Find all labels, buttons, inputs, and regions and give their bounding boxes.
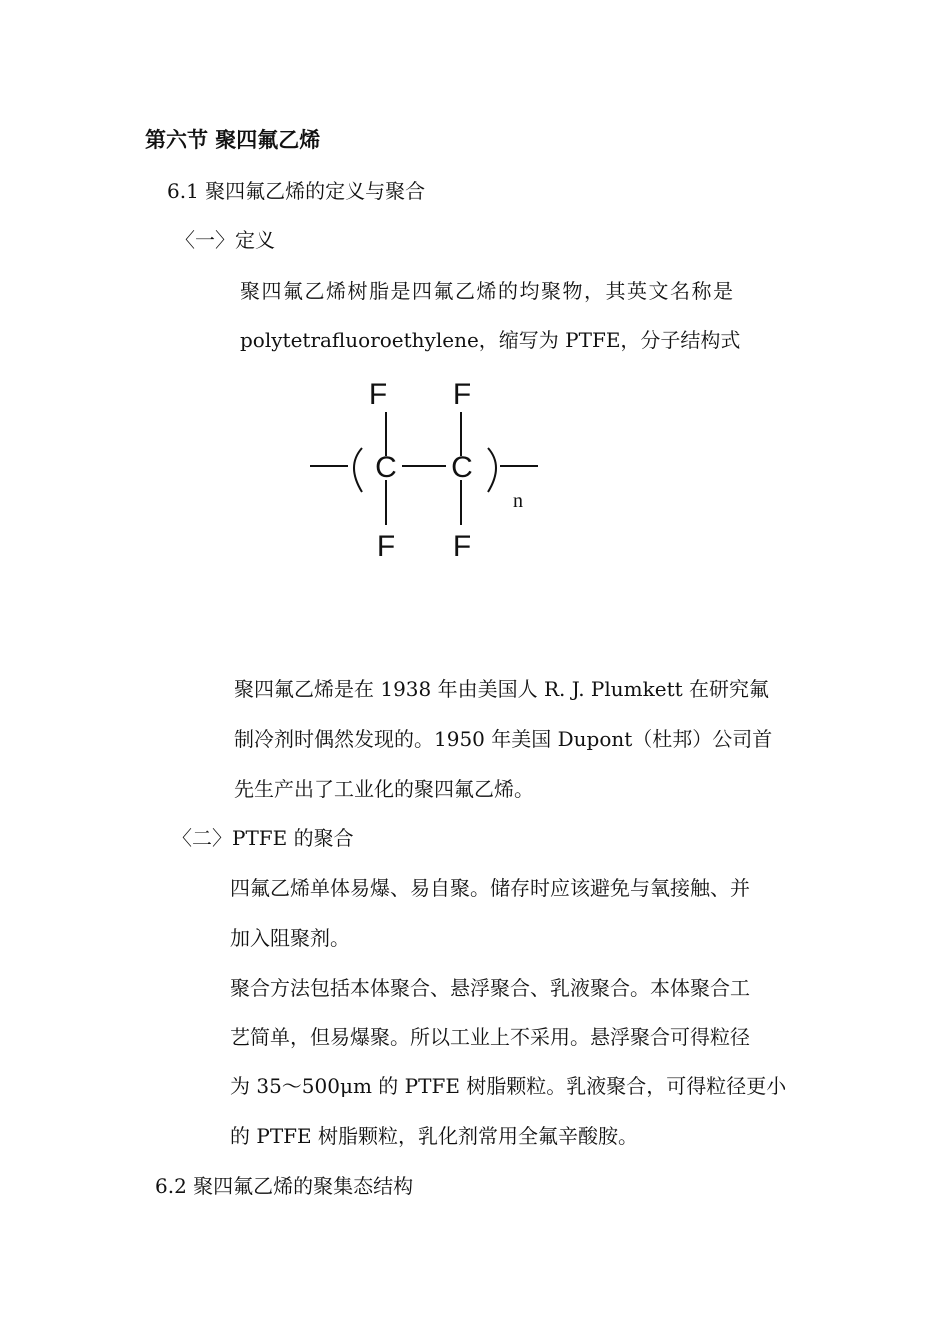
history-line-2: 制冷剂时偶然发现的。1950 年美国 Dupont（杜邦）公司首 — [234, 727, 773, 751]
bracket-right — [488, 448, 496, 492]
history-line-3: 先生产出了工业化的聚四氟乙烯。 — [234, 777, 534, 801]
part-heading-polymerization: 〈二〉PTFE 的聚合 — [172, 826, 354, 850]
repeat-subscript: n — [513, 490, 523, 512]
section-title: 第六节 聚四氟乙烯 — [145, 128, 321, 152]
definition-line-2: polytetrafluoroethylene，缩写为 PTFE，分子结构式 — [240, 328, 741, 352]
history-line-1: 聚四氟乙烯是在 1938 年由美国人 R. J. Plumkett 在研究氟 — [234, 677, 770, 701]
carbon-left: C — [375, 451, 397, 484]
fluorine-top-right: F — [452, 378, 472, 411]
polymerization-line-1: 四氟乙烯单体易爆、易自聚。储存时应该避免与氧接触、并 — [230, 876, 750, 900]
polymerization-line-5: 为 35～500μm 的 PTFE 树脂颗粒。乳液聚合，可得粒径更小 — [230, 1074, 787, 1098]
definition-line-1: 聚四氟乙烯树脂是四氟乙烯的均聚物，其英文名称是 — [240, 279, 735, 303]
polymerization-line-3: 聚合方法包括本体聚合、悬浮聚合、乳液聚合。本体聚合工 — [230, 976, 750, 1000]
polymerization-line-6: 的 PTFE 树脂颗粒，乳化剂常用全氟辛酸胺。 — [230, 1124, 638, 1148]
subsection-heading-6-2: 6.2 聚四氟乙烯的聚集态结构 — [155, 1174, 414, 1198]
bracket-left — [354, 448, 362, 492]
part-heading-definition: 〈一〉定义 — [175, 228, 275, 252]
subsection-heading-6-1: 6.1 聚四氟乙烯的定义与聚合 — [167, 179, 426, 203]
fluorine-top-left: F — [368, 378, 388, 411]
ptfe-structural-formula — [300, 370, 560, 570]
polymerization-line-4: 艺简单，但易爆聚。所以工业上不采用。悬浮聚合可得粒径 — [230, 1025, 750, 1049]
fluorine-bottom-left: F — [376, 530, 396, 563]
fluorine-bottom-right: F — [452, 530, 472, 563]
polymerization-line-2: 加入阻聚剂。 — [230, 926, 350, 950]
carbon-right: C — [451, 451, 473, 484]
